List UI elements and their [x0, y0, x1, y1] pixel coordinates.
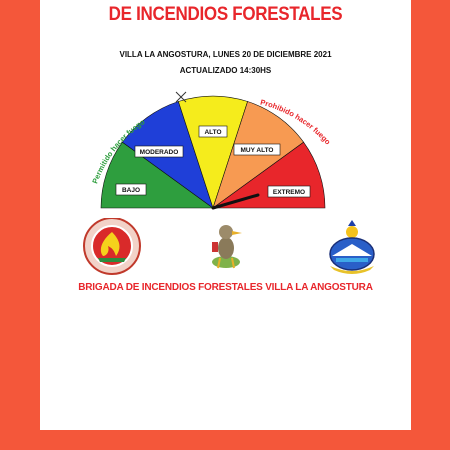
- svg-text:MUY ALTO: MUY ALTO: [240, 147, 274, 154]
- label-moderado: [135, 146, 183, 157]
- footer-text: BRIGADA DE INCENDIOS FORESTALES VILLA LA ANGOSTURA: [78, 282, 373, 293]
- brigade-badge-icon: [84, 218, 140, 274]
- fire-danger-gauge: [40, 90, 411, 230]
- label-bajo: [116, 184, 146, 195]
- svg-text:MODERADO: MODERADO: [139, 149, 179, 156]
- provincial-shield-icon: [330, 220, 374, 274]
- place-date: VILLA LA ANGOSTURA, LUNES 20 DE DICIEMBRE 2021: [119, 50, 332, 59]
- svg-text:EXTREMO: EXTREMO: [272, 189, 306, 196]
- label-alto: [199, 126, 227, 137]
- label-extremo: [268, 186, 310, 197]
- danger-card: [40, 0, 411, 430]
- forbidden-label: Prohibido hacer fuego: [259, 97, 333, 147]
- page-title: DE INCENDIOS FORESTALES: [108, 2, 343, 25]
- label-muy-alto: [234, 144, 280, 155]
- permitted-label: Permitido hacer fuego: [90, 117, 147, 185]
- svg-text:BAJO: BAJO: [121, 187, 141, 194]
- svg-text:ALTO: ALTO: [204, 129, 222, 136]
- bird-mascot-icon: [212, 225, 242, 268]
- logos-row: [40, 218, 411, 278]
- updated-time: ACTUALIZADO 14:30HS: [179, 66, 272, 75]
